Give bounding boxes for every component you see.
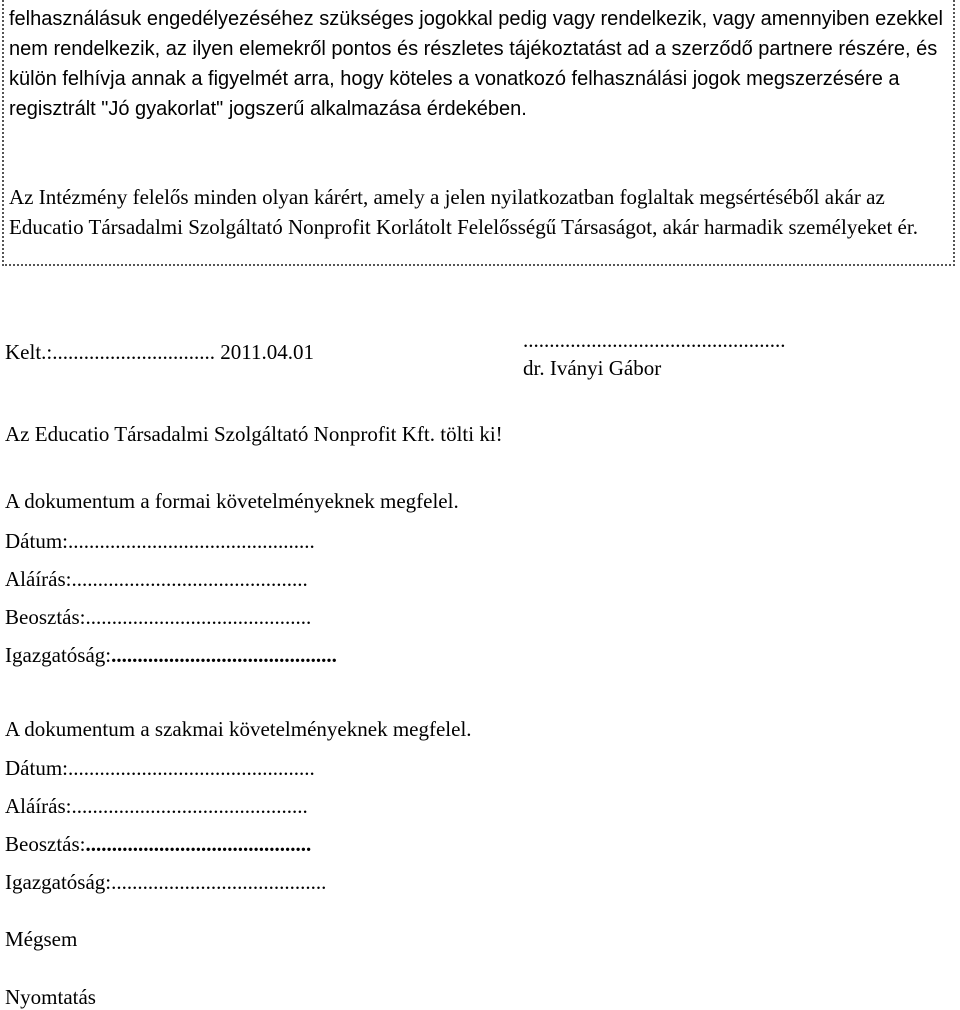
- professional-beosztas-line: [5, 831, 311, 857]
- formal-heading: A dokumentum a formai követelményeknek megfelel.: [5, 489, 459, 513]
- professional-heading: A dokumentum a szakmai követelményeknek megfelel.: [5, 717, 472, 741]
- kelt-date: 2011.04.01: [220, 340, 314, 364]
- statement-paragraph-1: felhasználásuk engedélyezéséhez szükséges jogokkal pedig vagy rendelkezik, vagy amennyiben ezekkel nem rendelkezik, az ilyen elemekről pontos és részletes tájékoztatást ad a szerződő partnere részére, és külön felhívja annak a figyelmét arra, hogy köteles a vonatkozó felhasználási jogok megszerzésére a regisztrált "Jó gyakorlat" jogszerű alkalmazása érdekében.: [9, 8, 943, 120]
- professional-beosztas-label: Beosztás:: [5, 832, 86, 856]
- print-button[interactable]: Nyomtatás: [5, 985, 96, 1009]
- professional-alairas-line: Aláírás:.............................................: [5, 794, 308, 818]
- professional-igazgatosag-line: Igazgatóság:.........................................: [5, 870, 327, 894]
- formal-igazgatosag-dots: ...........................................: [111, 643, 337, 667]
- kelt-label: Kelt.:: [5, 340, 53, 364]
- formal-igazgatosag-label: Igazgatóság:: [5, 643, 112, 667]
- professional-datum-line: Dátum:...............................................: [5, 756, 315, 780]
- formal-datum-line: Dátum:...............................................: [5, 529, 315, 553]
- signer-signature-line: ..................................................: [523, 328, 786, 352]
- statement-paragraph-2: Az Intézmény felelős minden olyan kárért, amely a jelen nyilatkozatban foglaltak megsértéséből akár az Educatio Társadalmi Szolgáltató Nonprofit Korlátolt Felelősségű Társaságot, akár harmadik személyeket ér.: [9, 185, 918, 239]
- formal-alairas-line: Aláírás:.............................................: [5, 567, 308, 591]
- professional-beosztas-dots: ...........................................: [85, 832, 312, 856]
- kelt-line: [5, 339, 314, 365]
- formal-beosztas-line: Beosztás:...........................................: [5, 605, 312, 629]
- signer-name: dr. Iványi Gábor: [523, 356, 662, 380]
- formal-igazgatosag-line: [5, 642, 337, 668]
- kelt-dots: ...............................: [52, 340, 215, 364]
- educatio-note: Az Educatio Társadalmi Szolgáltató Nonprofit Kft. tölti ki!: [5, 422, 503, 446]
- cancel-button[interactable]: Mégsem: [5, 927, 78, 951]
- statement-box: [2, 0, 955, 266]
